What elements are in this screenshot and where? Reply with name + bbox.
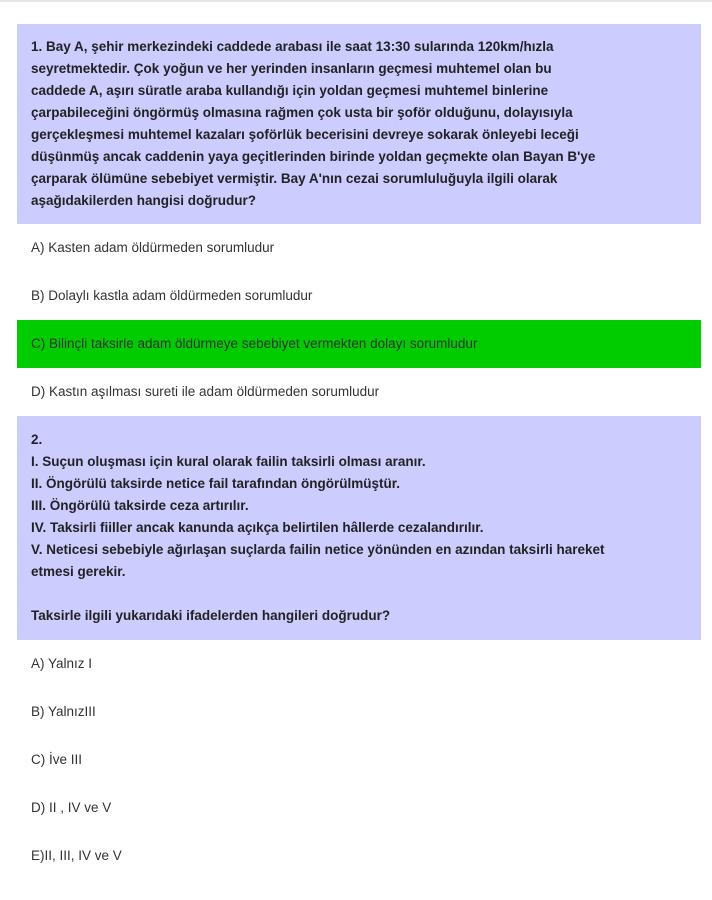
question-2-prompt: Taksirle ilgili yukarıdaki ifadelerden hangileri doğrudur?	[31, 608, 391, 623]
question-2-option-a[interactable]: A) Yalnız I	[31, 656, 93, 671]
question-1-option-c-correct[interactable]: C) Bilinçli taksirle adam öldürmeye sebebiyet vermekten dolayı sorumludur	[17, 320, 701, 368]
question-1-line: 1. Bay A, şehir merkezindeki caddede arabası ile saat 13:30 sularında 120km/hızla	[31, 39, 554, 54]
question-1-option-a[interactable]: A) Kasten adam öldürmeden sorumludur	[31, 240, 275, 255]
question-2-box	[17, 416, 701, 640]
question-2-statement-5-cont: etmesi gerekir.	[31, 564, 126, 579]
quiz-container	[17, 24, 701, 880]
question-1-option-b[interactable]: B) Dolaylı kastla adam öldürmeden sorumludur	[31, 288, 313, 303]
question-1-line: aşağıdakilerden hangisi doğrudur?	[31, 193, 257, 208]
question-2-option-d[interactable]: D) II , IV ve V	[31, 800, 112, 815]
question-1-box	[17, 24, 701, 224]
question-2-spacer	[31, 583, 687, 605]
question-1-line: düşünmüş ancak caddenin yaya geçitlerinden birinde yoldan geçmekte olan Bayan B'ye	[31, 149, 596, 164]
question-2-option-c[interactable]: C) İve III	[31, 752, 83, 767]
question-1-line: caddede A, aşırı süratle araba kullandığı için yoldan geçmesi muhtemel binlerine	[31, 83, 549, 98]
question-2-statement-1: I. Suçun oluşması için kural olarak failin taksirli olması aranır.	[31, 454, 426, 469]
question-2-statement-4: IV. Taksirli fiiller ancak kanunda açıkça belirtilen hâllerde cezalandırılır.	[31, 520, 484, 535]
question-1-line: gerçekleşmesi muhtemel kazaları şoförlük becerisini devreye sokarak önleyebi leceği	[31, 127, 579, 142]
question-2-statement-2: II. Öngörülü taksirde netice fail tarafından öngörülmüştür.	[31, 476, 401, 491]
question-2-option-b[interactable]: B) YalnızIII	[31, 704, 96, 719]
question-1-line: çarpabileceğini öngörmüş olmasına rağmen çok usta bir şoför olduğunu, dolayısıyla	[31, 105, 573, 120]
question-1-option-d[interactable]: D) Kastın aşılması sureti ile adam öldürmeden sorumludur	[31, 384, 380, 399]
question-2-option-e[interactable]: E)II, III, IV ve V	[31, 848, 122, 863]
question-1-line: çarparak ölümüne sebebiyet vermiştir. Bay A'nın cezai sorumluluğuyla ilgili olarak	[31, 171, 558, 186]
question-2-statement-3: III. Öngörülü taksirde ceza artırılır.	[31, 498, 249, 513]
question-2-statement-5: V. Neticesi sebebiyle ağırlaşan suçlarda failin netice yönünden en azından taksirli hareket	[31, 542, 605, 557]
question-1-line: seyretmektedir. Çok yoğun ve her yerinden insanların geçmesi muhtemel olan bu	[31, 61, 552, 76]
top-divider	[0, 0, 712, 2]
question-2-number: 2.	[31, 432, 43, 447]
